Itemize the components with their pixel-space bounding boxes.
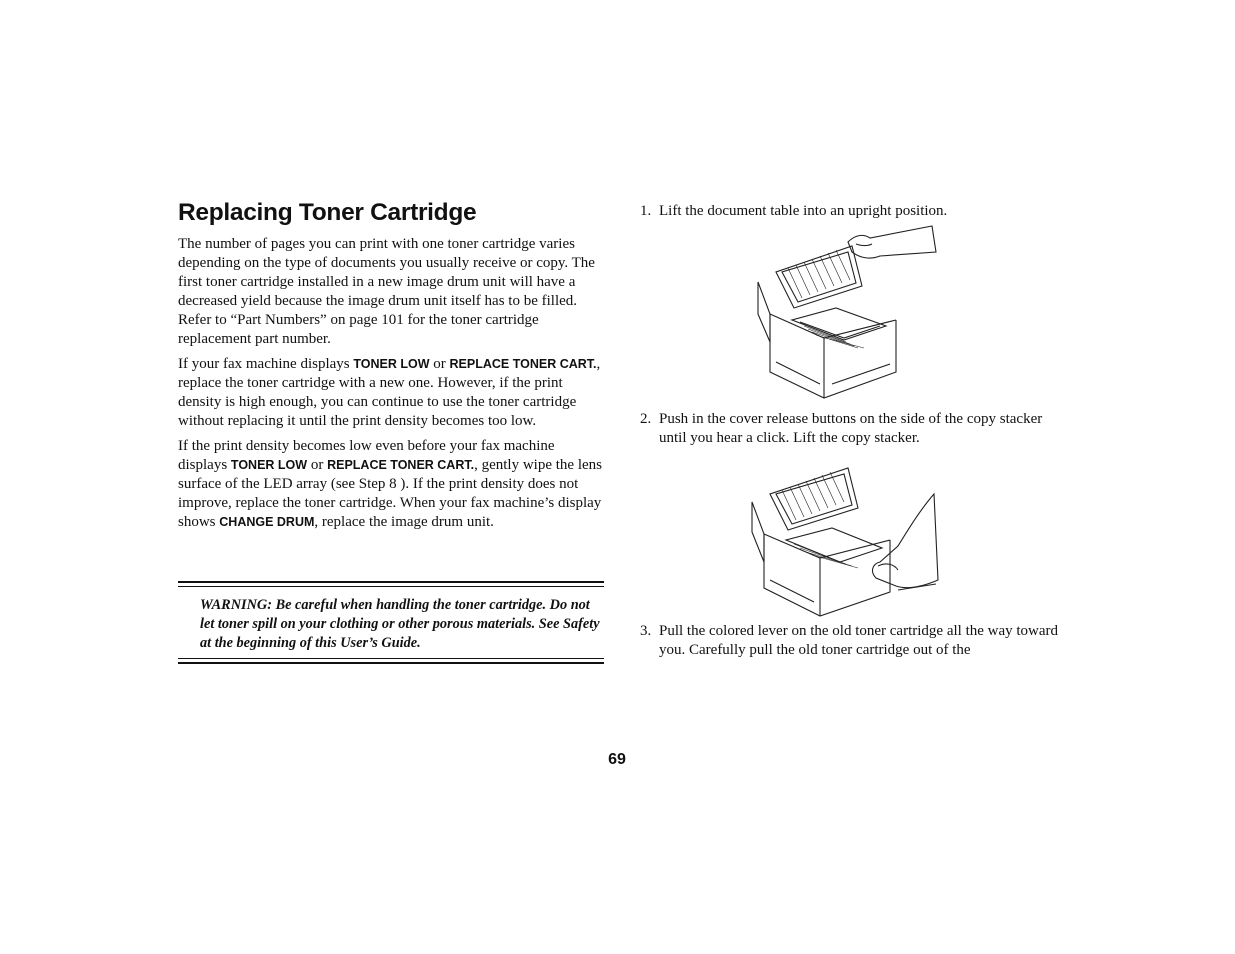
- display-message-toner-low: TONER LOW: [230, 458, 308, 472]
- display-message-change-drum: CHANGE DRUM: [219, 515, 315, 529]
- warning-box: [178, 581, 604, 664]
- step-1: [640, 202, 1060, 221]
- page-title: Replacing Toner Cartridge: [178, 199, 477, 226]
- paragraph-toner-low: If your fax machine displays TONER LOW or REPLACE TONER CART., replace the toner cartridge with a new one. However, if the print density is high enough, you can continue to use the toner cartridge without replacing it until the print density becomes too low.: [178, 356, 601, 429]
- step-number: 1.: [640, 203, 652, 219]
- intro-text: [178, 235, 604, 538]
- step-number: 2.: [640, 411, 652, 427]
- paragraph-toner-yield: The number of pages you can print with one toner cartridge varies depending on the type of documents you usually receive or copy. The first toner cartridge installed in a new image drum unit will have a decreased yield because the image drum unit itself has to be filled. Refer to “Part Numbers” on page 101 for the toner cartridge replacement part number.: [178, 236, 595, 347]
- step-text: Push in the cover release buttons on the side of the copy stacker until you hear a click. Lift the copy stacker.: [659, 411, 1043, 446]
- page-number: 69: [608, 751, 626, 768]
- step-3: [640, 622, 1060, 660]
- step-text: Lift the document table into an upright position.: [659, 203, 948, 219]
- step-text: Pull the colored lever on the old toner cartridge all the way toward you. Carefully pull the old toner cartridge out of the: [659, 623, 1059, 658]
- display-message-replace-toner: REPLACE TONER CART.: [327, 458, 475, 472]
- step-2: [640, 410, 1060, 448]
- warning-top-rule: [178, 581, 604, 587]
- display-message-replace-toner: REPLACE TONER CART.: [449, 357, 597, 371]
- warning-bottom-rule: [178, 658, 604, 664]
- fax-machine-document-table-lifted-illustration: [752, 222, 938, 400]
- display-message-toner-low: TONER LOW: [353, 357, 430, 371]
- warning-text: WARNING: Be careful when handling the toner cartridge. Do not let toner spill on your clothing or other porous materials. See Safety at the beginning of this User’s Guide.: [200, 597, 600, 651]
- step-number: 3.: [640, 623, 652, 639]
- paragraph-print-density: If the print density becomes low even before your fax machine displays TONER LOW or REPLACE TONER CART., gently wipe the lens surface of the LED array (see Step 8 ). If the print density does not improve, replace the toner cartridge. When your fax machine’s display shows CHANGE DRUM, replace the image drum unit.: [178, 438, 602, 530]
- fax-machine-copy-stacker-lifted-illustration: [748, 450, 940, 620]
